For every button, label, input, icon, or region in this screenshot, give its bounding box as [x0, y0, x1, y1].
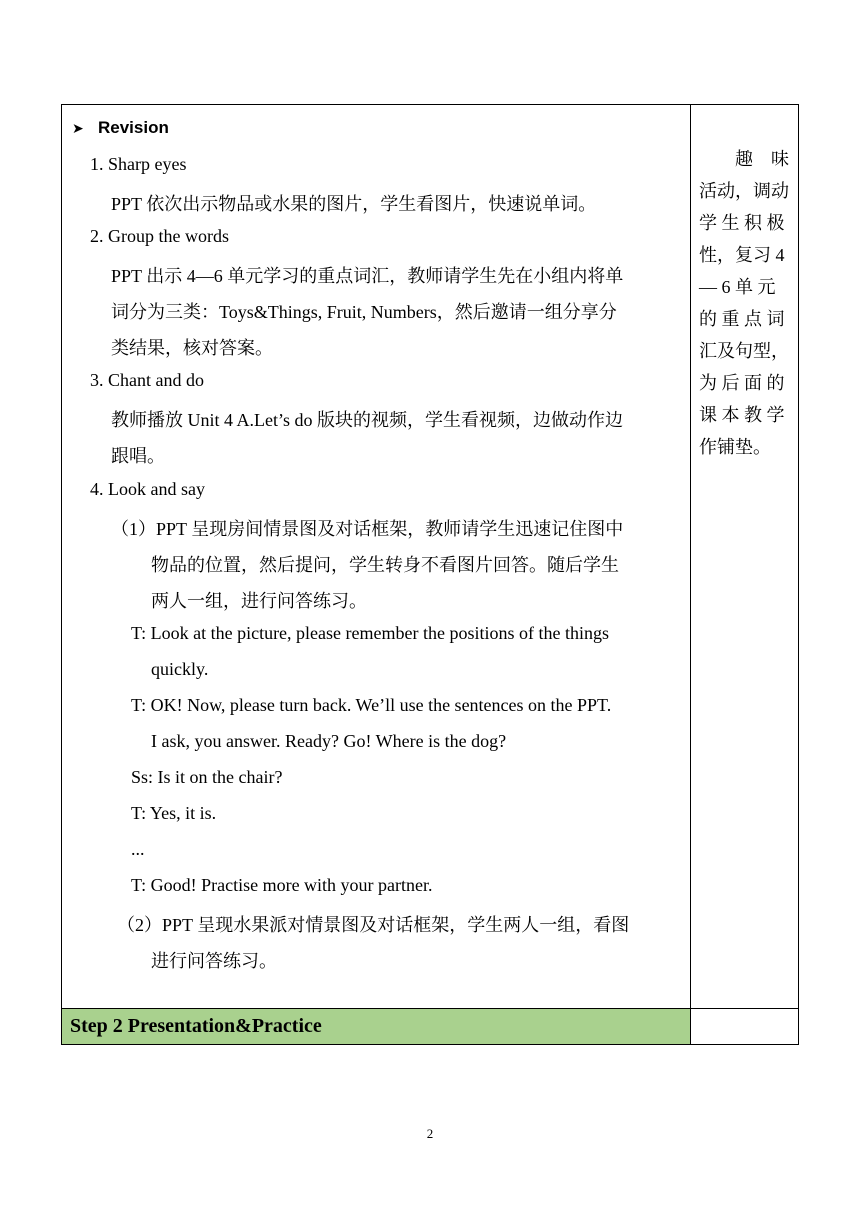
- content-line: 跟唱。: [111, 446, 165, 466]
- content-line: T: Yes, it is.: [131, 803, 217, 823]
- note-line: 课 本 教 学: [699, 405, 785, 425]
- note-line: 的 重 点 词: [699, 309, 785, 329]
- content-line: （1）PPT 呈现房间情景图及对话框架，教师请学生迅速记住图中: [111, 519, 624, 539]
- step-title: Step 2 Presentation&Practice: [70, 1015, 322, 1037]
- content-line: 物品的位置，然后提问，学生转身不看图片回答。随后学生: [151, 555, 619, 575]
- content-line: 1. Sharp eyes: [90, 154, 187, 174]
- revision-title: Revision: [98, 118, 169, 137]
- note-line: — 6 单 元: [699, 277, 776, 297]
- step-header-row: [62, 1009, 690, 1044]
- content-line: PPT 依次出示物品或水果的图片，学生看图片，快速说单词。: [111, 194, 597, 214]
- content-line: quickly.: [151, 659, 209, 679]
- content-line: 词分为三类：Toys&Things, Fruit, Numbers，然后邀请一组分享分: [111, 302, 617, 322]
- content-line: 两人一组，进行问答练习。: [151, 591, 367, 611]
- content-line: 4. Look and say: [90, 479, 205, 499]
- note-line: 性，复习 4: [699, 245, 785, 265]
- content-line: T: Good! Practise more with your partner.: [131, 875, 433, 895]
- note-line: 为 后 面 的: [699, 373, 785, 393]
- note-line: 活动，调动: [699, 181, 789, 201]
- content-line: PPT 出示 4—6 单元学习的重点词汇，教师请学生先在小组内将单: [111, 266, 624, 286]
- note-cell: [691, 105, 799, 1008]
- content-line: 类结果，核对答案。: [111, 338, 273, 358]
- content-line: 3. Chant and do: [90, 370, 204, 390]
- page-number: 2: [426, 1126, 434, 1141]
- content-line: 教师播放 Unit 4 A.Let’s do 版块的视频，学生看视频，边做动作边: [111, 410, 623, 430]
- content-line: 2. Group the words: [90, 226, 229, 246]
- revision-heading: [72, 117, 169, 138]
- content-line: I ask, you answer. Ready? Go! Where is the dog?: [151, 731, 507, 751]
- content-cell: [62, 105, 690, 1008]
- content-line: 进行问答练习。: [151, 951, 277, 971]
- content-line: T: Look at the picture, please remember the positions of the things: [131, 623, 609, 643]
- content-line: ...: [131, 839, 145, 859]
- lesson-table: [61, 104, 799, 1045]
- content-line: Ss: Is it on the chair?: [131, 767, 283, 787]
- note-line: 趣 味: [735, 149, 789, 169]
- content-line: T: OK! Now, please turn back. We’ll use the sentences on the PPT.: [131, 695, 612, 715]
- arrow-bullet-icon: ➤: [72, 121, 84, 137]
- note-line: 学 生 积 极: [699, 213, 785, 233]
- note-line: 汇及句型，: [699, 341, 789, 361]
- content-line: （2）PPT 呈现水果派对情景图及对话框架，学生两人一组，看图: [117, 915, 630, 935]
- note-line: 作铺垫。: [699, 437, 771, 457]
